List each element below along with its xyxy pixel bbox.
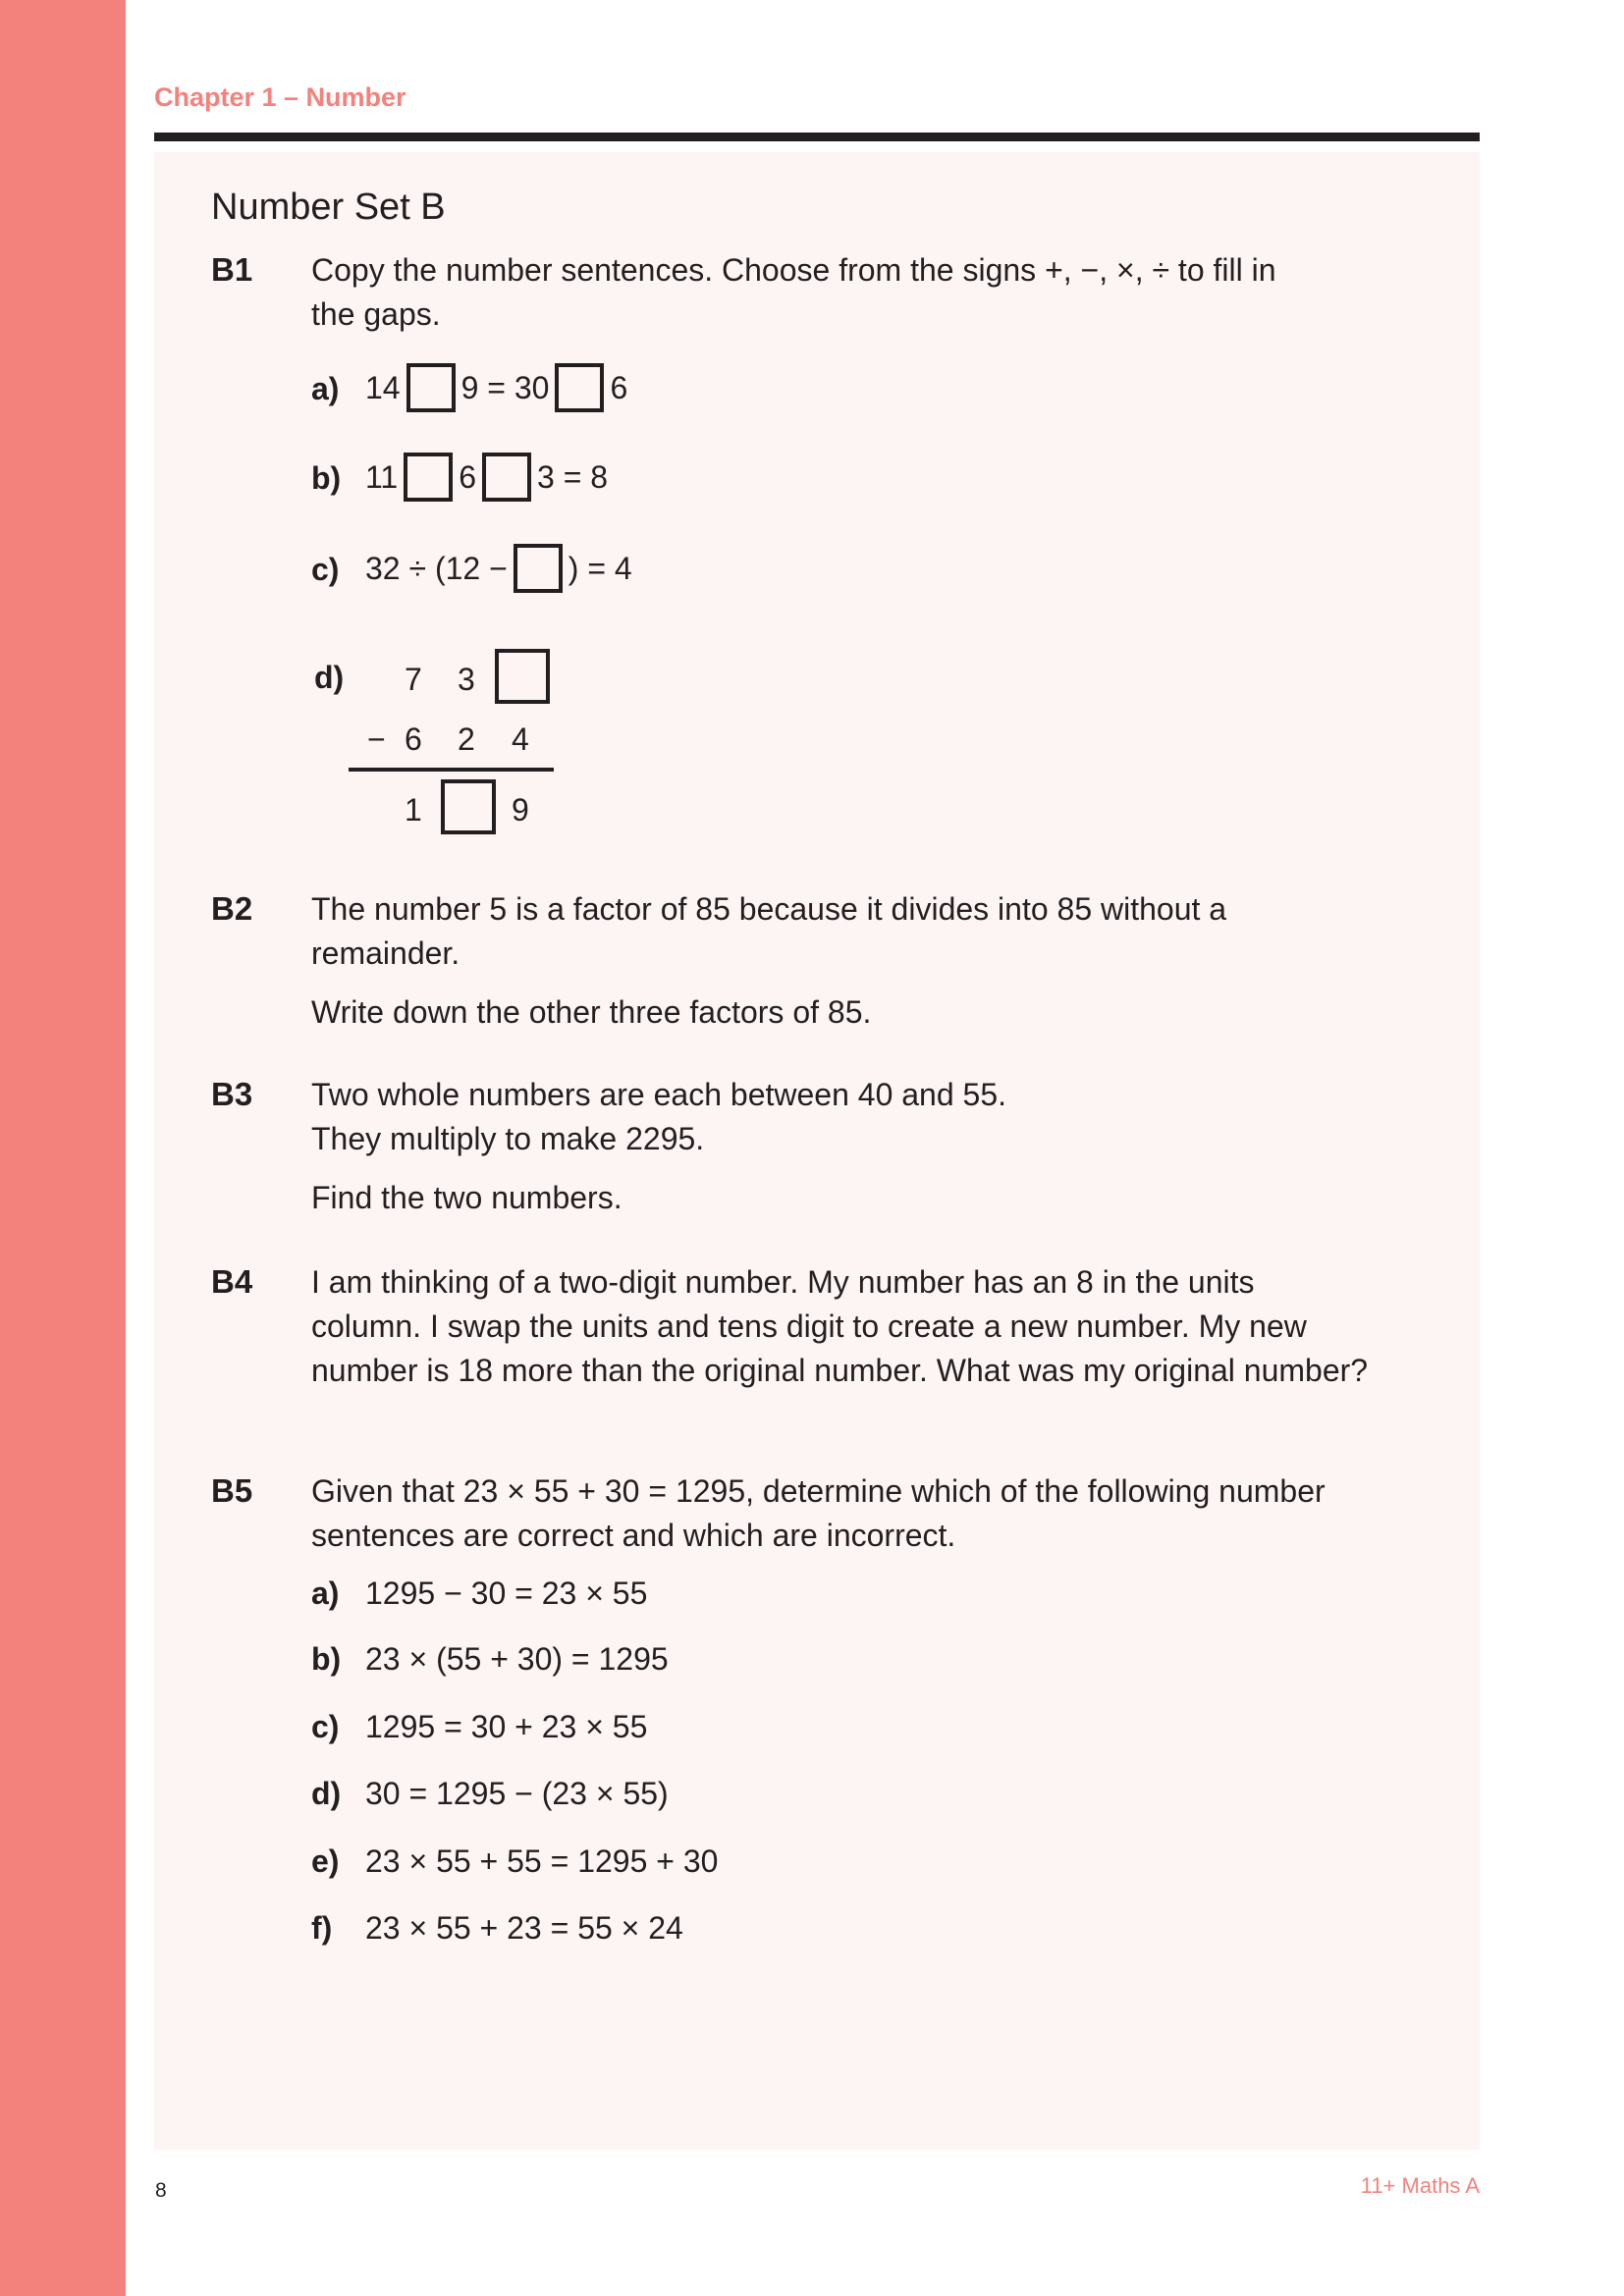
question-label: B4 (211, 1263, 253, 1300)
answer-box[interactable] (406, 363, 456, 412)
digit: 6 (405, 721, 422, 757)
subitem-label: c) (311, 1709, 340, 1744)
side-margin-band (0, 0, 126, 2296)
equation-c (365, 544, 632, 593)
subitem-label: b) (311, 1641, 342, 1677)
subtraction-line (349, 768, 554, 772)
digit: 9 (512, 792, 529, 828)
statement: 1295 − 30 = 23 × 55 (365, 1575, 648, 1611)
question-text: Copy the number sentences. Choose from the signs +, −, ×, ÷ to fill in the gaps. (311, 252, 1276, 332)
eq-text: ) = 4 (568, 550, 632, 586)
eq-text: 9 = 30 (460, 369, 550, 405)
equation-a (365, 363, 627, 412)
eq-text: 14 (365, 369, 401, 405)
answer-box[interactable] (514, 544, 563, 593)
eq-text: 6 (610, 369, 628, 405)
digit: 2 (458, 721, 475, 757)
question-label: B5 (211, 1472, 253, 1509)
question-text: Given that 23 × 55 + 30 = 1295, determine which of the following number sentences are correct and which are incorrect. (311, 1473, 1326, 1553)
subitem-label: d) (311, 1776, 342, 1811)
eq-text: 6 (459, 458, 477, 495)
digit: 1 (405, 792, 422, 828)
answer-box[interactable] (555, 363, 604, 412)
question-text: Find the two numbers. (311, 1180, 623, 1215)
subitem-label: f) (311, 1910, 333, 1946)
section-title: Number Set B (211, 187, 446, 228)
answer-box[interactable] (495, 649, 550, 704)
question-label: B3 (211, 1076, 253, 1112)
eq-text: 11 (365, 458, 399, 495)
digit: 3 (458, 662, 475, 697)
statement: 23 × 55 + 55 = 1295 + 30 (365, 1843, 719, 1879)
question-text: The number 5 is a factor of 85 because it divides into 85 without a remainder. (311, 891, 1227, 971)
book-title: 11+ Maths A (1360, 2173, 1480, 2198)
statement: 30 = 1295 − (23 × 55) (365, 1776, 669, 1811)
subitem-label: e) (311, 1843, 340, 1879)
question-label: B2 (211, 890, 253, 927)
answer-box[interactable] (482, 453, 531, 502)
subitem-label: b) (311, 460, 342, 496)
question-label: B1 (211, 251, 253, 288)
digit: 7 (405, 662, 422, 697)
answer-box[interactable] (441, 779, 496, 834)
subitem-label: c) (311, 552, 340, 587)
statement: 23 × 55 + 23 = 55 × 24 (365, 1910, 683, 1946)
digit: 4 (512, 721, 529, 757)
page-number: 8 (155, 2179, 167, 2202)
subitem-label: d) (314, 660, 345, 695)
minus-sign: − (367, 721, 386, 757)
subitem-label: a) (311, 371, 340, 406)
equation-b (365, 453, 608, 502)
question-text: I am thinking of a two-digit number. My number has an 8 in the units column. I swap the units and tens digit to create a new number. My new number is 18 more than the original number. What was my original number? (311, 1264, 1369, 1388)
question-text: Write down the other three factors of 85. (311, 994, 872, 1030)
subitem-label: a) (311, 1575, 340, 1611)
statement: 1295 = 30 + 23 × 55 (365, 1709, 648, 1744)
question-text: Two whole numbers are each between 40 and 55. They multiply to make 2295. (311, 1077, 1007, 1156)
eq-text: 32 ÷ (12 − (365, 550, 508, 586)
eq-text: 3 = 8 (537, 458, 609, 495)
header-rule (154, 133, 1480, 141)
answer-box[interactable] (404, 453, 453, 502)
chapter-header: Chapter 1 – Number (154, 82, 406, 112)
statement: 23 × (55 + 30) = 1295 (365, 1641, 669, 1677)
